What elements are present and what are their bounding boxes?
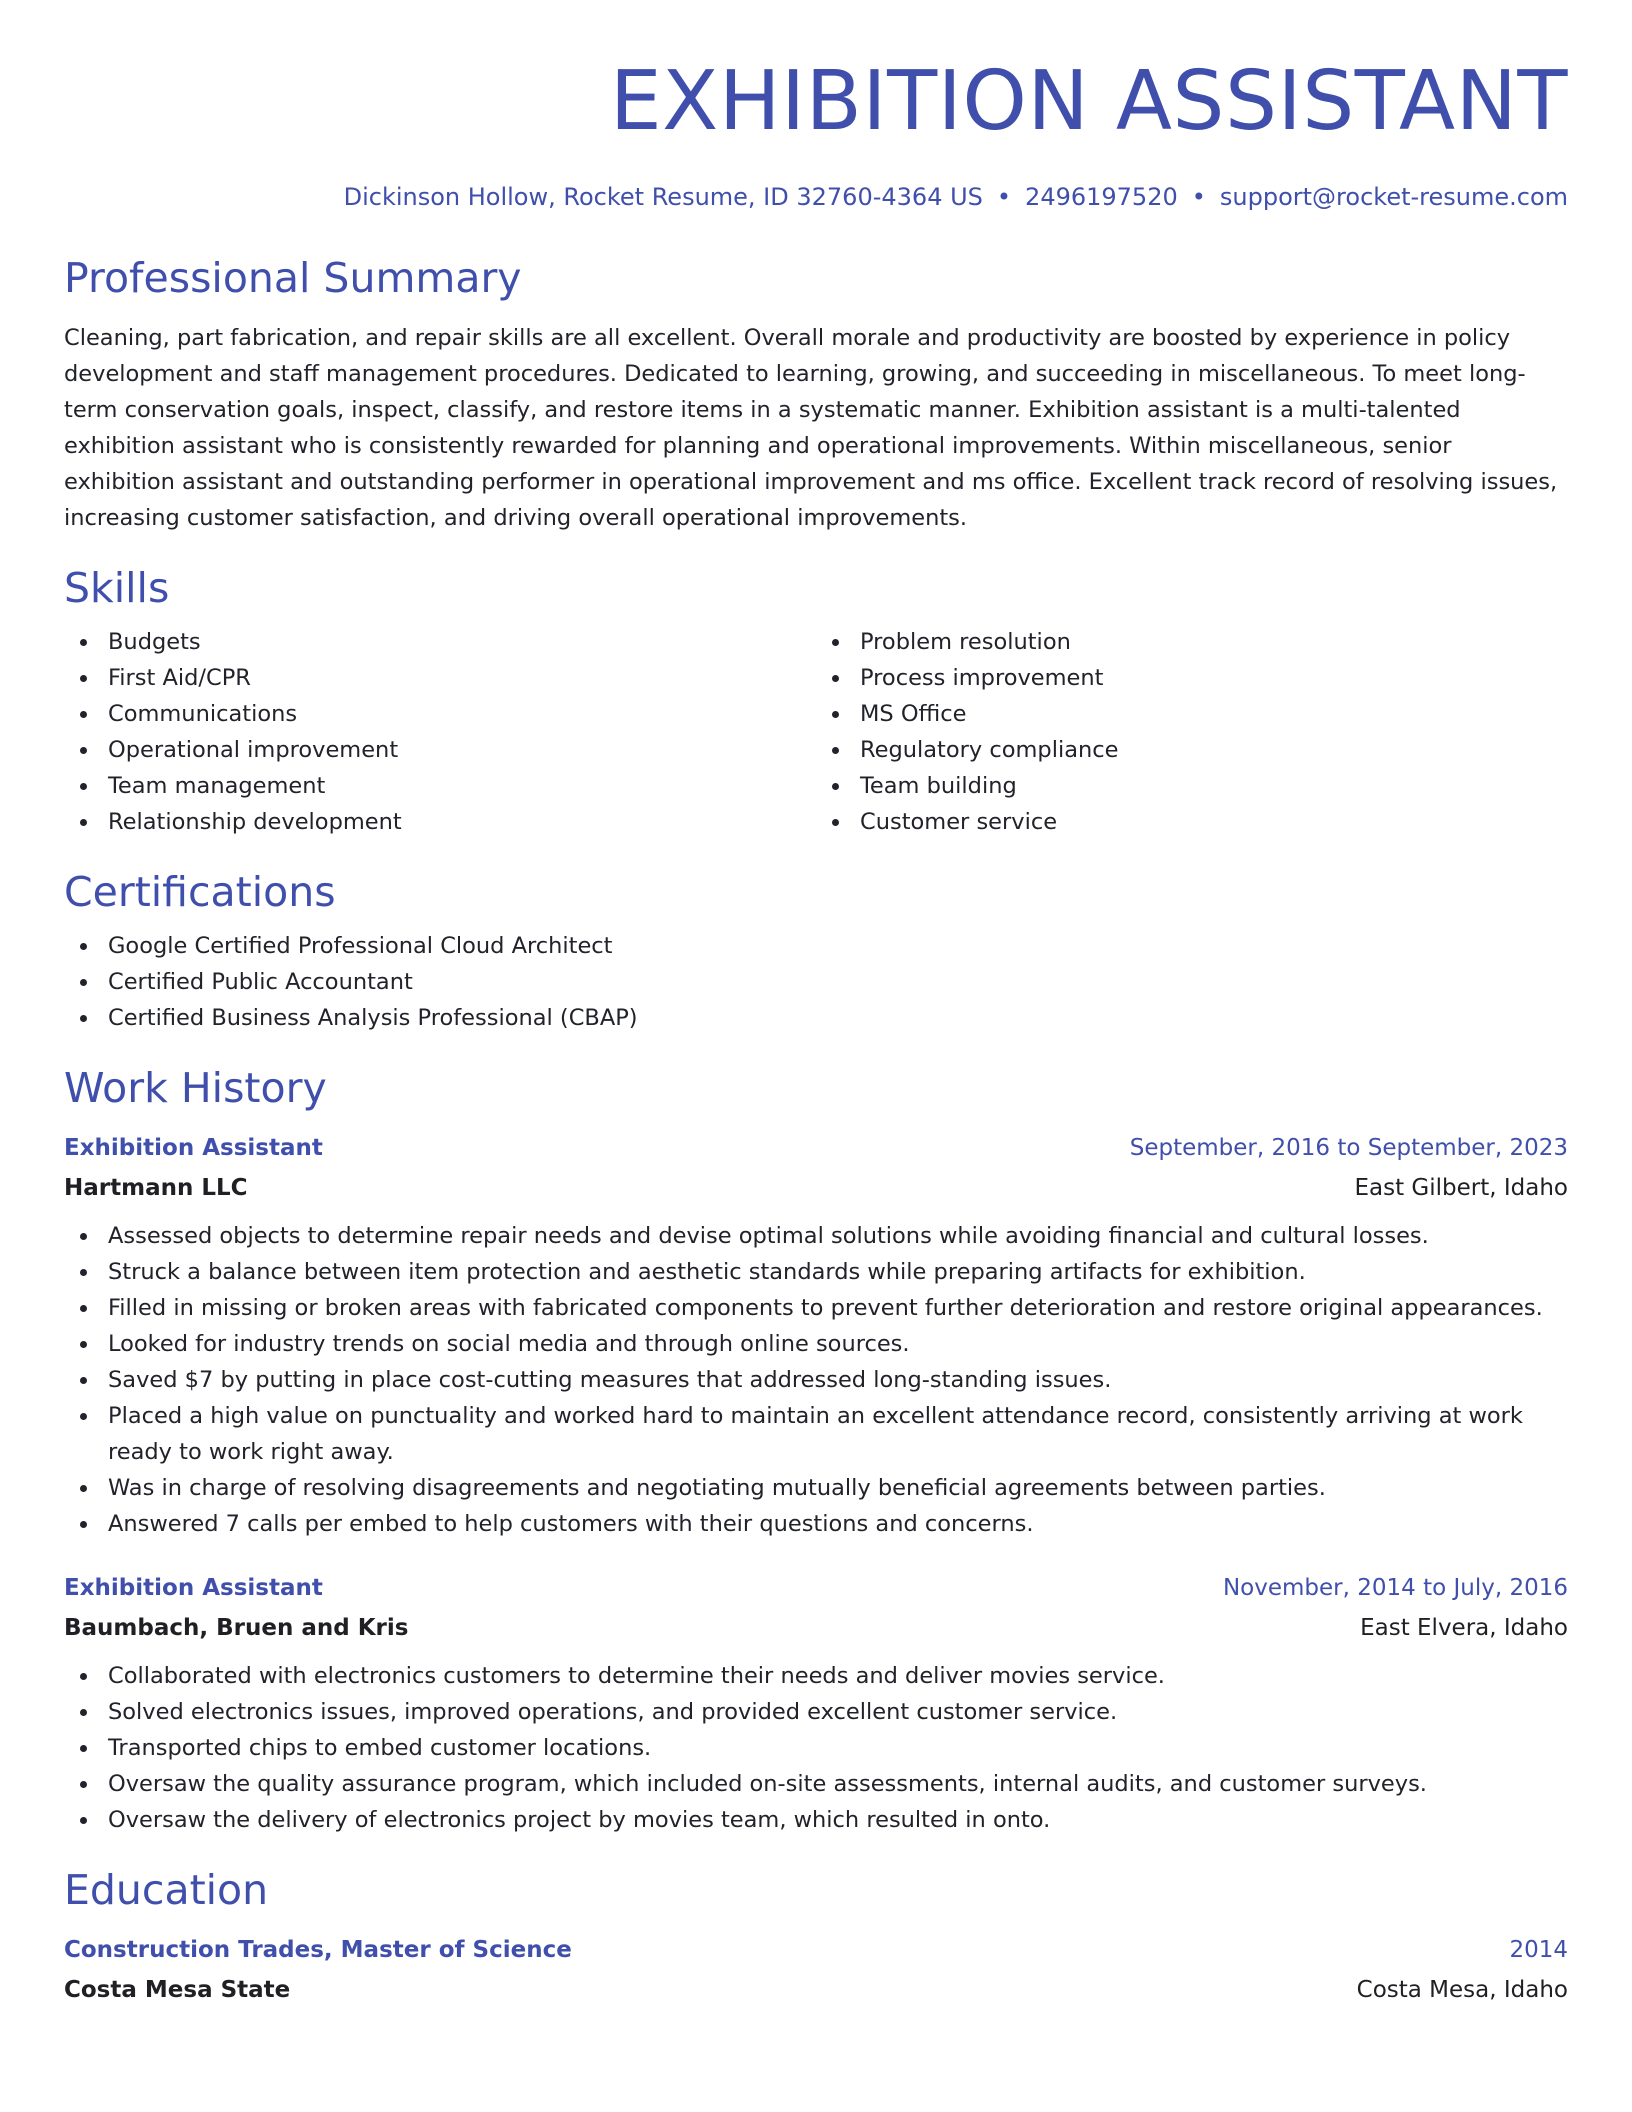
skill-item: MS Office <box>816 696 1568 732</box>
job-bullet: Filled in missing or broken areas with fabricated components to prevent further deterioration and restore original appearances. <box>64 1290 1568 1326</box>
job-bullet: Solved electronics issues, improved operations, and provided excellent customer service. <box>64 1694 1568 1730</box>
skill-item: Relationship development <box>64 804 816 840</box>
job-bullet: Struck a balance between item protection and aesthetic standards while preparing artifacts for exhibition. <box>64 1254 1568 1290</box>
certification-item: Certified Public Accountant <box>64 964 1568 1000</box>
summary-text: Cleaning, part fabrication, and repair skills are all excellent. Overall morale and productivity are boosted by experience in policy development and staff management procedures. Dedicated to learning, growing, and succeeding in miscellaneous. To meet long-term conservation goals, inspect, classify, and restore items in a systematic manner. Exhibition assistant is a multi-talented exhibition assistant who is consistently rewarded for planning and operational improvements. Within miscellaneous, senior exhibition assistant and outstanding performer in operational improvement and ms office. Excellent track record of resolving issues, increasing customer satisfaction, and driving overall operational improvements. <box>64 325 1558 531</box>
skill-item: Team management <box>64 768 816 804</box>
skill-item: Budgets <box>64 624 816 660</box>
job-bullet: Transported chips to embed customer locations. <box>64 1730 1568 1766</box>
job-company: Baumbach, Bruen and Kris <box>64 1615 409 1641</box>
education-header-row <box>64 1932 1568 1968</box>
skill-item: Problem resolution <box>816 624 1568 660</box>
education-location: Costa Mesa, Idaho <box>1356 1977 1568 2003</box>
certifications-heading: Certifications <box>64 868 336 916</box>
summary-heading: Professional Summary <box>64 254 522 302</box>
resume-header <box>64 56 1568 212</box>
resume-name: EXHIBITION ASSISTANT <box>609 54 1568 149</box>
job-bullet: Looked for industry trends on social media and through online sources. <box>64 1326 1568 1362</box>
job-bullet: Oversaw the quality assurance program, which included on-site assessments, internal audits, and customer surveys. <box>64 1766 1568 1802</box>
education-entry <box>64 1932 1568 2008</box>
education-school: Costa Mesa State <box>64 1977 291 2003</box>
job-dates: September, 2016 to September, 2023 <box>1129 1135 1568 1161</box>
education-heading: Education <box>64 1866 269 1914</box>
job-header-row <box>64 1130 1568 1166</box>
job-company-row <box>64 1606 1568 1646</box>
skills-column-right <box>816 624 1568 840</box>
skill-item: First Aid/CPR <box>64 660 816 696</box>
skill-item: Customer service <box>816 804 1568 840</box>
job-bullet: Assessed objects to determine repair needs and devise optimal solutions while avoiding financial and cultural losses. <box>64 1218 1568 1254</box>
skill-item: Team building <box>816 768 1568 804</box>
contact-email[interactable]: support@rocket-resume.com <box>1219 183 1568 211</box>
work-history-heading: Work History <box>64 1064 327 1112</box>
job-role: Exhibition Assistant <box>64 1575 323 1601</box>
education-school-row <box>64 1968 1568 2008</box>
contact-separator: • <box>996 183 1012 211</box>
education-year: 2014 <box>1509 1937 1568 1963</box>
skill-item: Communications <box>64 696 816 732</box>
skill-item: Regulatory compliance <box>816 732 1568 768</box>
job-bullet: Answered 7 calls per embed to help customers with their questions and concerns. <box>64 1506 1568 1542</box>
job-bullet: Saved $7 by putting in place cost-cutting measures that addressed long-standing issues. <box>64 1362 1568 1398</box>
contact-phone: 2496197520 <box>1025 183 1178 211</box>
job-company-row <box>64 1166 1568 1206</box>
contact-address: Dickinson Hollow, Rocket Resume, ID 32760-4364 US <box>343 183 983 211</box>
skill-item: Process improvement <box>816 660 1568 696</box>
skill-item: Operational improvement <box>64 732 816 768</box>
contact-line <box>64 182 1568 212</box>
job-company: Hartmann LLC <box>64 1175 248 1201</box>
job-entry <box>64 1570 1568 1838</box>
job-bullet: Was in charge of resolving disagreements and negotiating mutually beneficial agreements between parties. <box>64 1470 1568 1506</box>
education-degree: Construction Trades, Master of Science <box>64 1937 572 1963</box>
job-bullets <box>64 1658 1568 1838</box>
job-role: Exhibition Assistant <box>64 1135 323 1161</box>
job-bullets <box>64 1218 1568 1542</box>
job-bullet: Collaborated with electronics customers to determine their needs and deliver movies service. <box>64 1658 1568 1694</box>
job-bullet: Oversaw the delivery of electronics project by movies team, which resulted in onto. <box>64 1802 1568 1838</box>
skills-heading: Skills <box>64 564 170 612</box>
contact-separator: • <box>1191 183 1206 211</box>
certification-item: Google Certified Professional Cloud Architect <box>64 928 1568 964</box>
certification-item: Certified Business Analysis Professional (CBAP) <box>64 1000 1568 1036</box>
job-bullet: Placed a high value on punctuality and worked hard to maintain an excellent attendance record, consistently arriving at work ready to work right away. <box>64 1398 1568 1470</box>
skills-column-left <box>64 624 816 840</box>
certifications-list <box>64 928 1568 1036</box>
job-dates: November, 2014 to July, 2016 <box>1222 1575 1568 1601</box>
skills-list <box>64 624 1568 840</box>
job-entry <box>64 1130 1568 1542</box>
job-header-row <box>64 1570 1568 1606</box>
job-location: East Gilbert, Idaho <box>1354 1175 1568 1201</box>
job-location: East Elvera, Idaho <box>1360 1615 1568 1641</box>
